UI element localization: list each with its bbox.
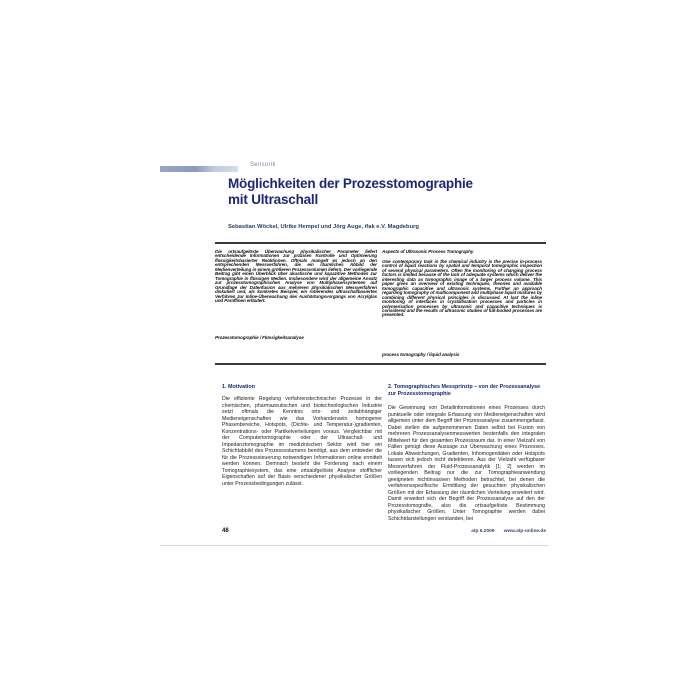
page-bottom-edge xyxy=(160,545,548,546)
abstract-english-heading: Aspects of Ultrasonic Process Tomography xyxy=(382,249,474,254)
author-byline: Sebastian Wöckel, Ulrike Hempel und Jörg Auge, ifak e.V. Magdeburg xyxy=(228,224,419,230)
divider-above-abstract xyxy=(215,242,546,244)
section-1-body: Die effiziente Regelung verfahrenstechnischer Prozesse in der chemischen, pharmazeutischen und biotechnologischen Industrie setzt oftmals die Kenntnis orts- und zeitabhängiger Medieneigenschaften wie das Vorhandensein homogener Phasenbereiche, Hotspots, (Dichte- und Temperatur-)gradienten, Konzentrations- oder Partikelverteilungen voraus. Vergleichbar mit der Computertomographie oder der Ultraschall- und Impedanztomographie im medizinischen Sektor wird hier ein Schichtabbild des Prozessvolumens benötigt, aus dem entweder die für die Prozesssteuerung notwendigen Informationen online ermittelt werden können. Demnach besteht die Forderung nach einem Tomographiesystem, das eine ortsaufgelöste Analyse stofflicher Eigenschaften auf der Basis verschiedener physikalischer Größen unter Prozessbedingungen zulässt. xyxy=(222,396,382,487)
article-title xyxy=(228,176,558,208)
abstract-german-keywords: Prozesstomographie / Flüssigkeitsanalyse xyxy=(215,335,304,340)
section-1-heading: 1. Motivation xyxy=(222,384,255,390)
footer-issue: atp 6.2009 xyxy=(471,529,495,534)
footer-website: www.atp-online.de xyxy=(503,529,546,534)
section-2-heading: 2. Tomographisches Messprinzip – von der Prozessanalyse zur Prozesstomographie xyxy=(388,384,541,397)
article-title-line1: Möglichkeiten der Prozesstomographie xyxy=(228,176,473,191)
page-number: 48 xyxy=(222,528,229,534)
abstract-english: One contemporary task in the chemical industry is the precise in-process control of liquid reactions by spatial and temporal tomographic inspection of several physical parameters. Often the monitoring of changing process factors is limited because of the lack of adequate systems which deliver the interesting data as tomographic image of a larger process volume. This paper gives an overview of existing techniques, theories and available tomographic capacitive and ultrasonic systems. Further an approach regarding tomography of multicomponent and multiphase liquid mixtures by combining different physical principles is discussed. At last the inline monitoring of interfaces in crystallisation processes and particles in polymerisation processes by ultrasonic and capacitive techniques is considered and the results of ultrasonic studies of full-bodied processes are presented. xyxy=(382,259,542,318)
category-label: Sensorik xyxy=(250,162,276,168)
abstract-english-keywords: process tomography / liquid analysis xyxy=(382,352,460,357)
article-title-line2: mit Ultraschall xyxy=(228,192,319,207)
footer-journal-info xyxy=(388,529,546,534)
section-2-body: Die Gewinnung von Detailinformationen eines Prozesses durch punktuelle oder integrale Erfassung von Medieneigenschaften wird allgemein unter dem Begriff der Prozessanalyse zusammengefasst. Dabei stellen die aufgenommenen Daten selbst bei Fusion von mehreren Prozessanalysenmesswerten bestenfalls den integralen Mittelwert für den gesamten Prozessraum dar. In einer Vielzahl von Fällen genügt diese Aussage zur Überwachung eines Prozesses. Lokale Abweichungen, Gradienten, Inhomogenitäten oder Hotspots lassen sich jedoch nicht detektieren. Aus der Vielzahl verfügbarer Messverfahren der Fluid-Prozessanalytik [1; 2] werden im vorliegenden Beitrag nur die zur Tomographieanwendung geeigneten nichtinvasiven Methoden betrachtet, bei denen die verfahrensspezifische Ermittlung der gesuchten physikalischen Größen mit der Erfassung der räumlichen Verteilung erweitert wird. Damit erweitert sich der Begriff der Prozessanalyse auf den der Prozesstomografie, also die ortsaufgelöste Bestimmung physikalischer Größen. Unter Tomographie werden dabei Schichtdarstellungen verstanden, bei xyxy=(388,405,545,522)
abstract-german: Die ortsaufgelöste Überwachung physikalischer Parameter liefert entscheidende Informationen zur präzisen Kontrolle und Optimierung flüssigkeitsbasierter Reaktionen. Oftmals mangelt es jedoch an den entsprechenden Messverfahren, die ein räumliches Abbild der Medienverteilung in einem größeren Prozessvolumen liefern. Der vorliegende Beitrag gibt einen Überblick über akustische und kapazitive Methoden zur Tomographie in flüssigen Medien. Insbesondere wird der allgemeine Ansatz zur prozesstomographischen Analyse von Multiphasensystemen auf Grundlage der Datenfusion aus mehreren physikalischen Messverfahren diskutiert und, als konkretes Beispiel, ein rotierendes ultraschallbasiertes Verfahren zur Inline-Überwachung des Aushärtungsvorgangs von Acrylglas und Paraffinen erläutert. xyxy=(215,249,377,303)
category-color-bar xyxy=(160,166,238,172)
divider-below-abstract xyxy=(215,363,546,365)
